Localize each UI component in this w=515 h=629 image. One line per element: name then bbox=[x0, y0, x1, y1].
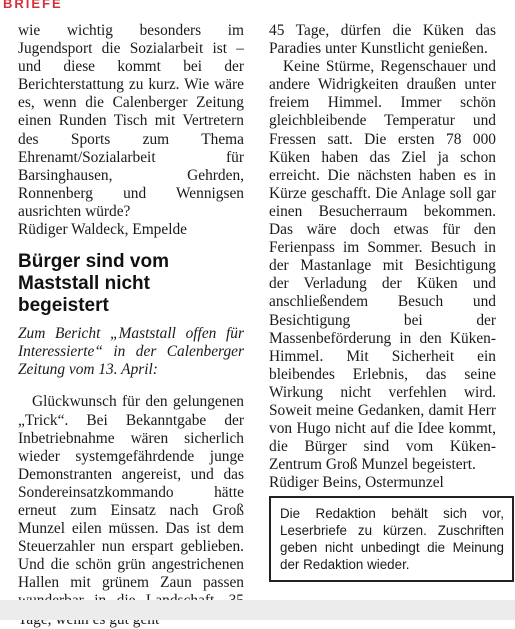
letter-2-signature: Rüdiger Beins, Ostermunzel bbox=[269, 474, 444, 492]
editorial-notice-box: Die Redaktion behält sich vor, Leserbriefe zu kürzen. Zuschriften geben nicht unbedingt die Meinung der Redaktion wieder. bbox=[269, 496, 514, 582]
letter-2-text-part-2: 45 Tage, dürfen die Küken das Paradies unter Kunstlicht genießen. bbox=[269, 22, 496, 58]
page-bottom-band bbox=[0, 600, 515, 620]
letter-2-text-part-3: Keine Stürme, Regenschauer und andere Widrigkeiten draußen unter freiem Himmel. Immer schön gleichbleibende Temperatur und Fressen satt. Die ersten 78 000 Küken haben das Ziel ja schon erreicht. Die nächsten haben es in Kürze geschafft. Die Anlage soll gar einen Besucherraum bekommen. Das wäre doch etwas für den Ferienpass im Sommer. Besuch in der Mastanlage mit Besichtigung der Verladung der Küken und anschließendem Besuch und Besichtigung bei der Massenbeförderung in den Küken-Himmel. Mit Sicherheit ein bleibendes Erlebnis, das seine Wirkung nicht verfehlen wird. Soweit meine Gedanken, damit Herr von Hugo nicht auf die Idee kommt, die Bürger sind vom Küken-Zentrum Groß Munzel begeistert. bbox=[269, 58, 496, 474]
letter-1-signature: Rüdiger Waldeck, Empelde bbox=[18, 221, 188, 239]
letter-1-text: wie wichtig besonders im Jugendsport die Sozialarbeit ist – und diese kommt bei der Berichterstattung zu kurz. Wie wäre es, wenn die Calenberger Zeitung einen Runden Tisch mit Vertretern des Sports zum Thema Ehrenamt/Sozialarbeit für Barsinghausen, Gehrden, Ronnenberg und Wennigsen ausrichten würde? bbox=[18, 22, 244, 220]
right-column bbox=[269, 22, 496, 492]
letter-2-text-part-1: Glückwunsch für den gelungenen „Trick“. Bei Bekanntgabe der Inbetriebnahme wären sicherlich wieder systemgefährdende junge Demonstranten angereist, und das Sondereinsatzkommando hätte erneut zum Einsatz nach Groß Munzel eilen müssen. Das ist dem Steuerzahler nun erspart geblieben. Und die schön grün angestrichenen Hallen mit grünem Zaun passen bbox=[18, 393, 244, 592]
left-column bbox=[18, 22, 244, 629]
section-label: BRIEFE bbox=[3, 0, 63, 11]
article-headline: Bürger sind vom Maststall nicht begeistert bbox=[18, 251, 169, 317]
article-intro: Zum Bericht „Maststall offen für Interessierte“ in der Calenberger Zeitung vom 13. April: bbox=[18, 325, 244, 379]
